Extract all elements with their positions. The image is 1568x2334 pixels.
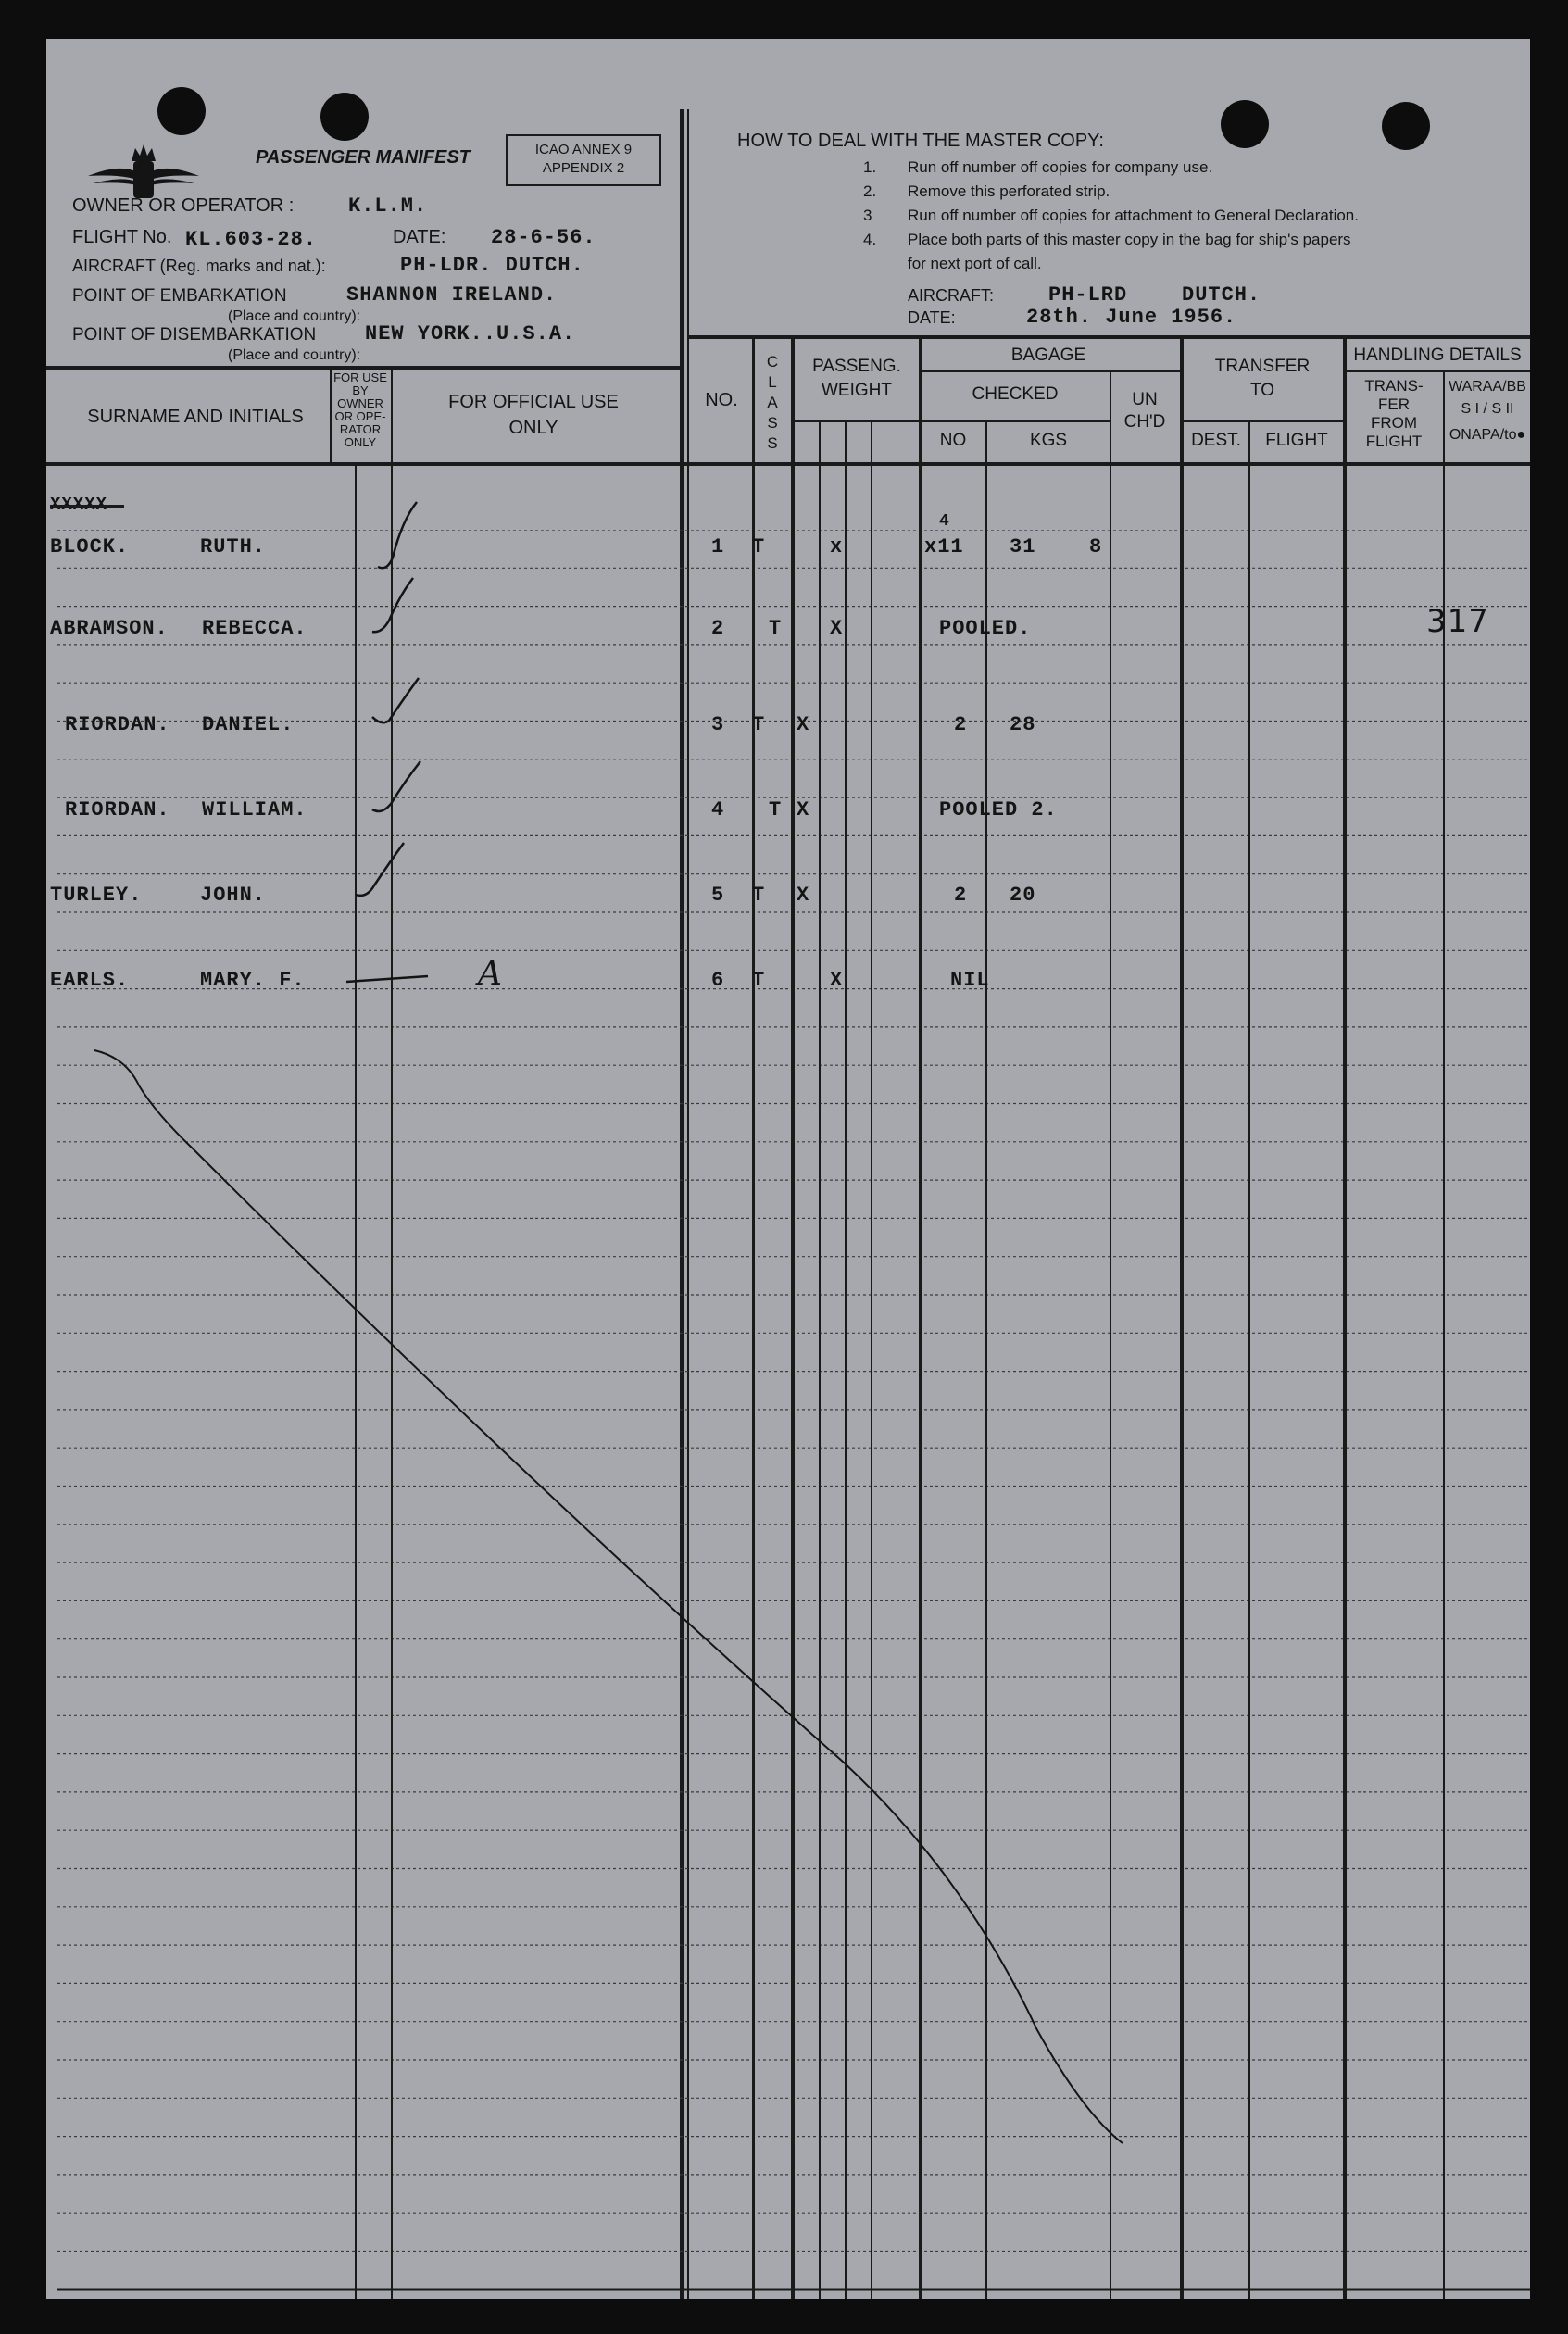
passenger-no: 5	[711, 884, 725, 907]
instruction-num-1: 1.	[863, 158, 877, 176]
passenger-class: T	[769, 798, 783, 822]
col-passeng-header: PASSENG.	[812, 357, 901, 376]
instruction-text-4-cont: for next port of call.	[908, 255, 1042, 272]
instructions-date-value: 28th. June 1956.	[1026, 306, 1237, 329]
aircraft-value: PH-LDR. DUTCH.	[400, 254, 584, 277]
passenger-weight-mark: X	[797, 713, 810, 736]
col-transfer-from-2: FER	[1378, 395, 1410, 413]
check-mark-4	[372, 761, 420, 811]
passenger-bag-no: 4	[939, 512, 950, 531]
passenger-surname: EARLS.	[50, 969, 130, 992]
passenger-initials: DANIEL.	[202, 713, 295, 736]
passenger-kgs: 31	[1010, 535, 1036, 558]
handwritten-strokes	[46, 39, 1530, 2299]
place-country-note-1: (Place and country):	[228, 308, 361, 324]
diagonal-void-line	[94, 1050, 1123, 2143]
passenger-no: 6	[711, 969, 725, 992]
official-use-mark: A	[478, 955, 502, 993]
icao-annex: ICAO ANNEX 9	[534, 142, 633, 157]
passenger-class: T	[752, 535, 766, 558]
col-transfer-from-3: FROM	[1370, 414, 1418, 432]
date-value: 28-6-56.	[491, 226, 596, 249]
passenger-surname: ABRAMSON.	[50, 617, 169, 640]
col-dest-header: DEST.	[1191, 431, 1241, 450]
instruction-text-1: Run off number off copies for company use.	[908, 158, 1213, 176]
disembarkation-label: POINT OF DISEMBARKATION	[72, 325, 317, 345]
passenger-class: T	[769, 617, 783, 640]
check-mark-2	[372, 578, 413, 632]
manifest-sheet	[46, 39, 1530, 2299]
instructions-aircraft-value: PH-LRD	[1048, 283, 1128, 307]
owner-value: K.L.M.	[348, 194, 428, 218]
instructions-aircraft-nat: DUTCH.	[1182, 283, 1261, 307]
passenger-bag-no: 2	[954, 713, 968, 736]
col-checked-no-header: NO	[939, 431, 967, 450]
passenger-handling: 317	[1426, 603, 1489, 640]
instruction-text-2: Remove this perforated strip.	[908, 182, 1110, 200]
passenger-weight-mark: X	[830, 969, 844, 992]
col-waraa-3: ONAPA/to●	[1449, 427, 1526, 443]
col-owner-use-2: BY	[352, 383, 369, 397]
passenger-bag-no: NIL	[950, 969, 990, 992]
instructions-aircraft-label: AIRCRAFT:	[908, 286, 995, 305]
instructions-date-label: DATE:	[908, 308, 956, 327]
passenger-no: 3	[711, 713, 725, 736]
passenger-surname: TURLEY.	[50, 884, 143, 907]
embarkation-value: SHANNON IRELAND.	[346, 283, 558, 307]
passenger-initials: JOHN.	[200, 884, 267, 907]
flight-label: FLIGHT No.	[72, 227, 172, 247]
passenger-initials: REBECCA.	[202, 617, 307, 640]
check-mark-1	[378, 502, 417, 568]
col-class-a: A	[767, 394, 778, 411]
passenger-weight-mark: X	[830, 617, 844, 640]
check-mark-3	[372, 678, 419, 722]
col-owner-use-1: FOR USE	[333, 370, 387, 384]
col-class-s1: S	[767, 414, 778, 432]
instruction-num-3: 3	[863, 207, 872, 224]
icao-appendix: APPENDIX 2	[542, 160, 625, 176]
col-owner-use-6: ONLY	[344, 435, 377, 449]
passenger-class: T	[752, 713, 766, 736]
col-class-c: C	[766, 353, 779, 370]
instructions-heading: HOW TO DEAL WITH THE MASTER COPY:	[737, 131, 1104, 151]
col-owner-use-3: OWNER	[337, 396, 383, 410]
col-class-l: L	[768, 373, 777, 391]
passenger-no: 4	[711, 798, 725, 822]
passenger-no: 2	[711, 617, 725, 640]
col-official-use-header: FOR OFFICIAL USE	[448, 392, 619, 412]
col-owner-use-5: RATOR	[339, 422, 382, 436]
col-transfer-header: TRANSFER	[1214, 357, 1311, 376]
instruction-text-4: Place both parts of this master copy in the bag for ship's papers	[908, 231, 1351, 248]
col-surname-header: SURNAME AND INITIALS	[87, 407, 304, 427]
passenger-weight-mark: X	[797, 798, 810, 822]
passenger-initials: WILLIAM.	[202, 798, 307, 822]
passenger-bag-no: POOLED 2.	[939, 798, 1058, 822]
aircraft-label: AIRCRAFT (Reg. marks and nat.):	[72, 257, 326, 275]
date-label: DATE:	[393, 227, 446, 247]
passenger-surname: RIORDAN.	[65, 798, 170, 822]
col-transfer-to-header: TO	[1249, 381, 1275, 400]
instruction-num-2: 2.	[863, 182, 877, 200]
col-bagage-header: BAGAGE	[1010, 345, 1086, 365]
place-country-note-2: (Place and country):	[228, 347, 361, 363]
passenger-bag-no: POOLED.	[939, 617, 1032, 640]
passenger-bag-no: 2	[954, 884, 968, 907]
col-waraa-1: WARAA/BB	[1449, 379, 1526, 395]
col-weight-header: WEIGHT	[822, 381, 892, 400]
dash-mark-6	[346, 976, 428, 982]
col-unchd-header: UN	[1132, 390, 1158, 409]
passenger-weight-mark: X	[797, 884, 810, 907]
check-mark-5	[356, 843, 404, 896]
flight-value: KL.603-28.	[185, 228, 318, 251]
manifest-title: PASSENGER MANIFEST	[256, 147, 470, 168]
col-owner-use-4: OR OPE-	[334, 409, 386, 423]
col-handling-header: HANDLING DETAILS	[1353, 345, 1522, 365]
passenger-initials: RUTH.	[200, 535, 267, 558]
col-unchd-header-2: CH'D	[1123, 412, 1166, 432]
passenger-bag-no-struck: x11	[924, 535, 964, 558]
passenger-class: T	[752, 884, 766, 907]
col-no-header: NO.	[705, 390, 738, 410]
passenger-surname: BLOCK.	[50, 535, 130, 558]
passenger-kgs: 20	[1010, 884, 1036, 907]
col-flight-header: FLIGHT	[1265, 431, 1328, 450]
col-waraa-2: S I / S II	[1461, 401, 1514, 417]
passenger-unchd: 8	[1089, 535, 1103, 558]
passenger-no: 1	[711, 535, 725, 558]
instruction-text-3: Run off number off copies for attachment to General Declaration.	[908, 207, 1359, 224]
passenger-kgs: 28	[1010, 713, 1036, 736]
owner-label: OWNER OR OPERATOR :	[72, 195, 295, 216]
passenger-initials: MARY. F.	[200, 969, 306, 992]
disembarkation-value: NEW YORK..U.S.A.	[365, 322, 576, 345]
col-transfer-from-1: TRANS-	[1364, 377, 1424, 395]
passenger-class: T	[752, 969, 766, 992]
instruction-num-4: 4.	[863, 231, 877, 248]
col-class-s2: S	[767, 434, 778, 452]
col-official-use-header-2: ONLY	[508, 418, 558, 438]
embarkation-label: POINT OF EMBARKATION	[72, 286, 287, 306]
passenger-surname: RIORDAN.	[65, 713, 170, 736]
passenger-weight-mark: x	[830, 535, 844, 558]
col-checked-kgs-header: KGS	[1029, 431, 1068, 450]
col-checked-header: CHECKED	[972, 384, 1059, 404]
col-transfer-from-4: FLIGHT	[1365, 433, 1423, 450]
